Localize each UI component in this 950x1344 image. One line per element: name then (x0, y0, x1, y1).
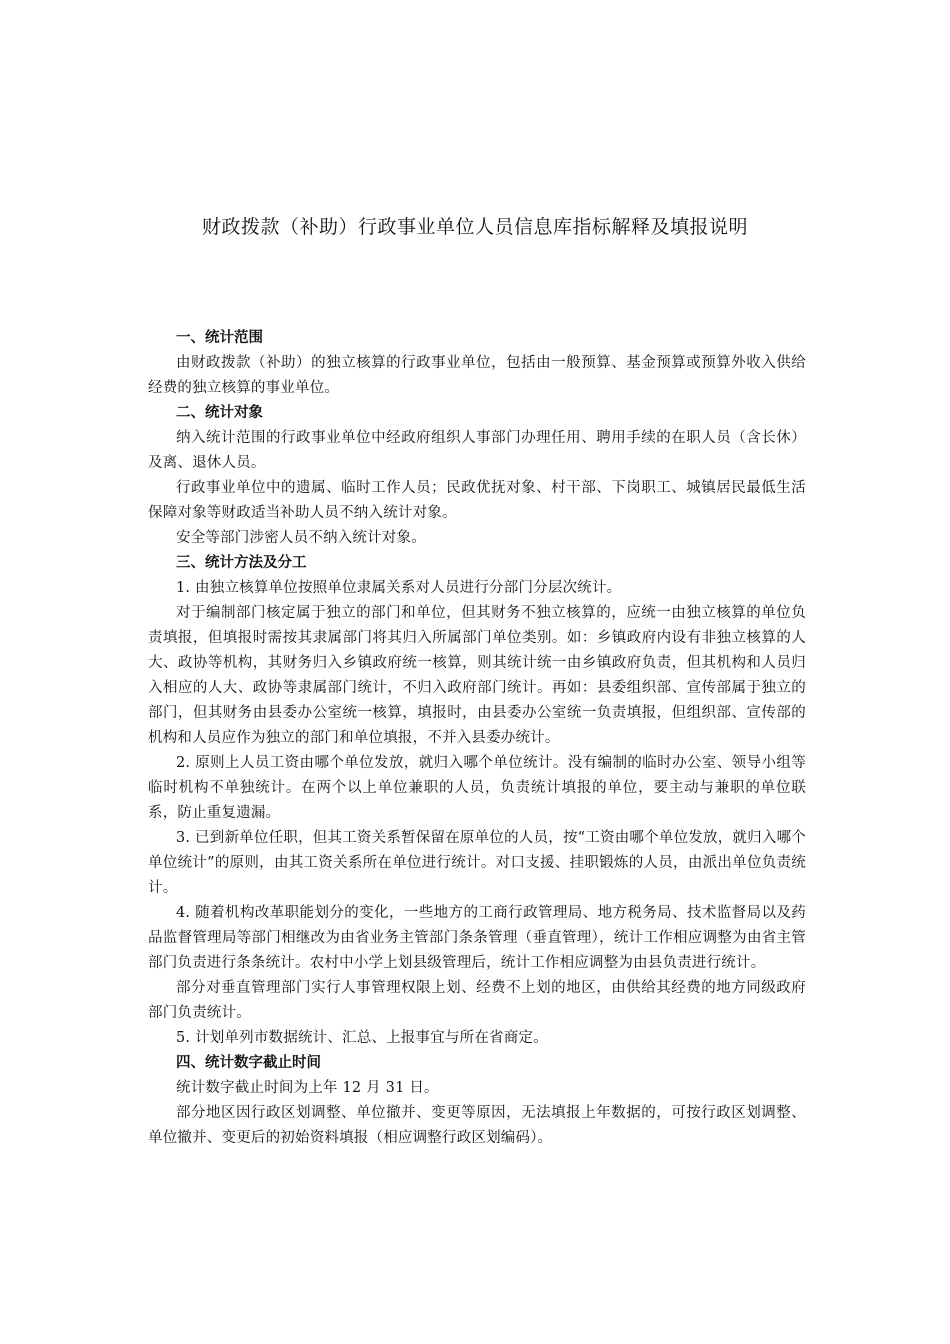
paragraph: 3. 已到新单位任职，但其工资关系暂保留在原单位的人员，按“工资由哪个单位发放，就归入哪个单位统计”的原则，由其工资关系所在单位进行统计。对口支援、挂职锻炼的人员，由派出单位负责统计。 (148, 830, 806, 896)
paragraph: 1. 由独立核算单位按照单位隶属关系对人员进行分部门分层次统计。 (176, 580, 622, 596)
section-objects (148, 401, 806, 551)
paragraph: 安全等部门涉密人员不纳入统计对象。 (176, 530, 426, 546)
section-heading: 一、统计范围 (176, 330, 263, 346)
paragraph: 行政事业单位中的遗属、临时工作人员；民政优抚对象、村干部、下岗职工、城镇居民最低生活保障对象等财政适当补助人员不纳入统计对象。 (148, 480, 806, 521)
document-title: 财政拨款（补助）行政事业单位人员信息库指标解释及填报说明 (201, 216, 748, 238)
section-heading: 二、统计对象 (176, 405, 263, 421)
paragraph: 部分对垂直管理部门实行人事管理权限上划、经费不上划的地区，由供给其经费的地方同级政府部门负责统计。 (148, 980, 806, 1021)
paragraph: 2. 原则上人员工资由哪个单位发放，就归入哪个单位统计。没有编制的临时办公室、领导小组等临时机构不单独统计。在两个以上单位兼职的人员，负责统计填报的单位，要主动与兼职的单位联系，防止重复遗漏。 (148, 755, 806, 821)
section-cutoff-time (148, 1051, 806, 1151)
paragraph: 4. 随着机构改革职能划分的变化，一些地方的工商行政管理局、地方税务局、技术监督局以及药品监督管理局等部门相继改为由省业务主管部门条条管理（垂直管理），统计工作相应调整为由省主管部门负责进行条条统计。农村中小学上划县级管理后，统计工作相应调整为由县负责进行统计。 (148, 905, 806, 971)
section-heading: 四、统计数字截止时间 (176, 1055, 321, 1071)
paragraph: 部分地区因行政区划调整、单位撤并、变更等原因，无法填报上年数据的，可按行政区划调整、单位撤并、变更后的初始资料填报（相应调整行政区划编码）。 (148, 1105, 806, 1146)
paragraph: 统计数字截止时间为上年 12 月 31 日。 (176, 1080, 439, 1096)
paragraph: 纳入统计范围的行政事业单位中经政府组织人事部门办理任用、聘用手续的在职人员（含长休）及离、退休人员。 (148, 430, 806, 471)
paragraph: 5. 计划单列市数据统计、汇总、上报事宜与所在省商定。 (176, 1030, 548, 1046)
document-body (148, 326, 806, 1151)
section-scope (148, 326, 806, 401)
section-heading: 三、统计方法及分工 (176, 555, 307, 571)
paragraph: 对于编制部门核定属于独立的部门和单位，但其财务不独立核算的，应统一由独立核算的单位负责填报，但填报时需按其隶属部门将其归入所属部门单位类别。如：乡镇政府内设有非独立核算的人大、政协等机构，其财务归入乡镇政府统一核算，则其统计统一由乡镇政府负责，但其机构和人员归入相应的人大、政协等隶属部门统计，不归入政府部门统计。再如：县委组织部、宣传部属于独立的部门，但其财务由县委办公室统一核算，填报时，由县委办公室统一负责填报，但组织部、宣传部的机构和人员应作为独立的部门和单位填报，不并入县委办统计。 (148, 605, 806, 746)
section-methods (148, 551, 806, 1051)
paragraph: 由财政拨款（补助）的独立核算的行政事业单位，包括由一般预算、基金预算或预算外收入供给经费的独立核算的事业单位。 (148, 355, 806, 396)
